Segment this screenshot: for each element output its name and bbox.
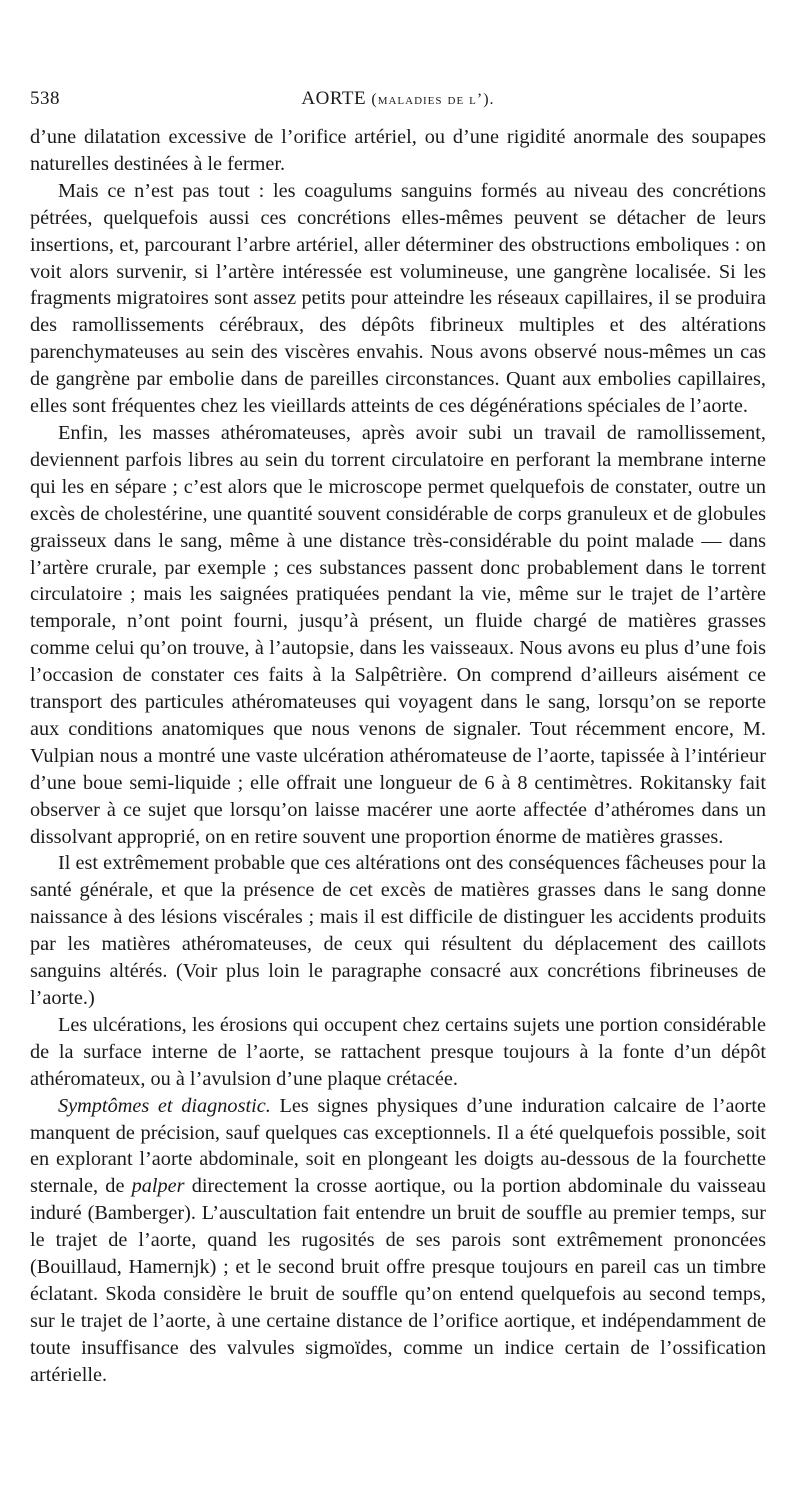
paragraph: Il est extrêmement probable que ces altérations ont des conséquences fâcheuses pour la santé générale, et que la présence de cet excès de matières grasses dans le sang donne naissance à des lésions viscérales ; mais il est difficile de distinguer les accidents produits par les matières athéromateuses, de ceux qui résultent du déplacement des caillots sanguins altérés. (Voir plus loin le paragraphe consacré aux concrétions fibrineuses de l’aorte.) [30,852,766,1009]
emphasis-word: palper [131,1175,185,1198]
paragraph: Mais ce n’est pas tout : les coagulums sanguins formés au niveau des concrétions pétrées, quelquefois aussi ces concrétions elles-mêmes peuvent se détacher de leurs insertions, et, parcourant l’arbre artériel, aller déterminer des obstructions emboliques : on voit alors survenir, si l’artère intéressée est volumineuse, une gangrène localisée. Si les fragments migratoires sont assez petits pour atteindre les réseaux capillaires, il se produira des ramollissements cérébraux, des dépôts fibrineux multiples et des altérations parenchymateuses au sein des viscères envahis. Nous avons observé nous-mêmes un cas de gangrène par embolie dans de pareilles circonstances. Quant aux embolies capillaires, elles sont fréquentes chez les vieillards atteints de ces dégénérations spéciales de l’aorte. [30,179,766,418]
running-title [30,88,766,110]
section-heading: Symptômes et diagnostic. [58,1094,271,1117]
running-head [30,88,766,124]
body-text [30,124,766,1389]
paragraph: Les ulcérations, les érosions qui occupent chez certains sujets une portion considérable de la surface interne de l’aorte, se rattachent presque toujours à la fonte d’un dépôt athéromateux, ou à l’avulsion d’une plaque crétacée. [30,1013,766,1090]
book-page [30,88,766,1389]
paragraph-symptomes [30,1093,766,1389]
page-number: 538 [30,88,60,109]
running-title-sub: (maladies de l’). [371,91,495,108]
paragraph: Enfin, les masses athéromateuses, après avoir subi un travail de ramollissement, deviennent parfois libres au sein du torrent circulatoire en perforant la membrane interne qui les en sépare ; c’est alors que le microscope permet quelquefois de constater, outre un excès de cholestérine, une quantité souvent considérable de corps granuleux et de globules graisseux dans le sang, même à une distance très-considérable du point malade — dans l’artère crurale, par exemple ; ces substances passent donc probablement dans le torrent circulatoire ; mais les saignées pratiquées pendant la vie, même sur le trajet de l’artère temporale, n’ont point fourni, jusqu’à présent, un fluide chargé de matières grasses comme celui qu’on trouve, à l’autopsie, dans les vaisseaux. Nous avons eu plus d’une fois l’occasion de constater ces faits à la Salpêtrière. On comprend d’ailleurs aisément ce transport des particules athéromateuses qui voyagent dans le sang, lorsqu’on se reporte aux conditions anatomiques que nous venons de signaler. Tout récemment encore, M. Vulpian nous a montré une vaste ulcération athéromateuse de l’aorte, tapissée à l’intérieur d’une boue semi-liquide ; elle offrait une longueur de 6 à 8 centimètres. Rokitansky fait observer à ce sujet que lorsqu’on laisse macérer une aorte affectée d’athéromes dans un dissolvant approprié, on en retire souvent une proportion énorme de matières grasses. [30,421,766,848]
running-title-main: AORTE [301,88,367,109]
paragraph: d’une dilatation excessive de l’orifice artériel, ou d’une rigidité anormale des soupapes naturelles destinées à le fermer. [30,126,766,175]
paragraph-text-part: directement la crosse aortique, ou la portion abdominale du vaisseau induré (Bamberger). L’auscultation fait entendre un bruit de souffle au premier temps, sur le trajet de l’aorte, quand les rugosités de ses parois sont extrêmement prononcées (Bouillaud, Hamernjk) ; et le second bruit offre presque toujours en pareil cas un timbre éclatant. Skoda considère le bruit de souffle qu’on entend quelquefois au second temps, sur le trajet de l’aorte, à une certaine distance de l’orifice aortique, et indépendamment de toute insuffisance des valvules sigmoïdes, comme un indice certain de l’ossification artérielle. [30,1175,766,1386]
paragraph-text-part: Les signes physiques d’une induration calcaire de l’aorte manquent de précision, sauf quelques cas exceptionnels. Il a été quelquefois possible, soit en explorant l’aorte abdominale, soit en plongeant les doigts au-dessous de la fourchette sternale, de [30,1094,766,1198]
